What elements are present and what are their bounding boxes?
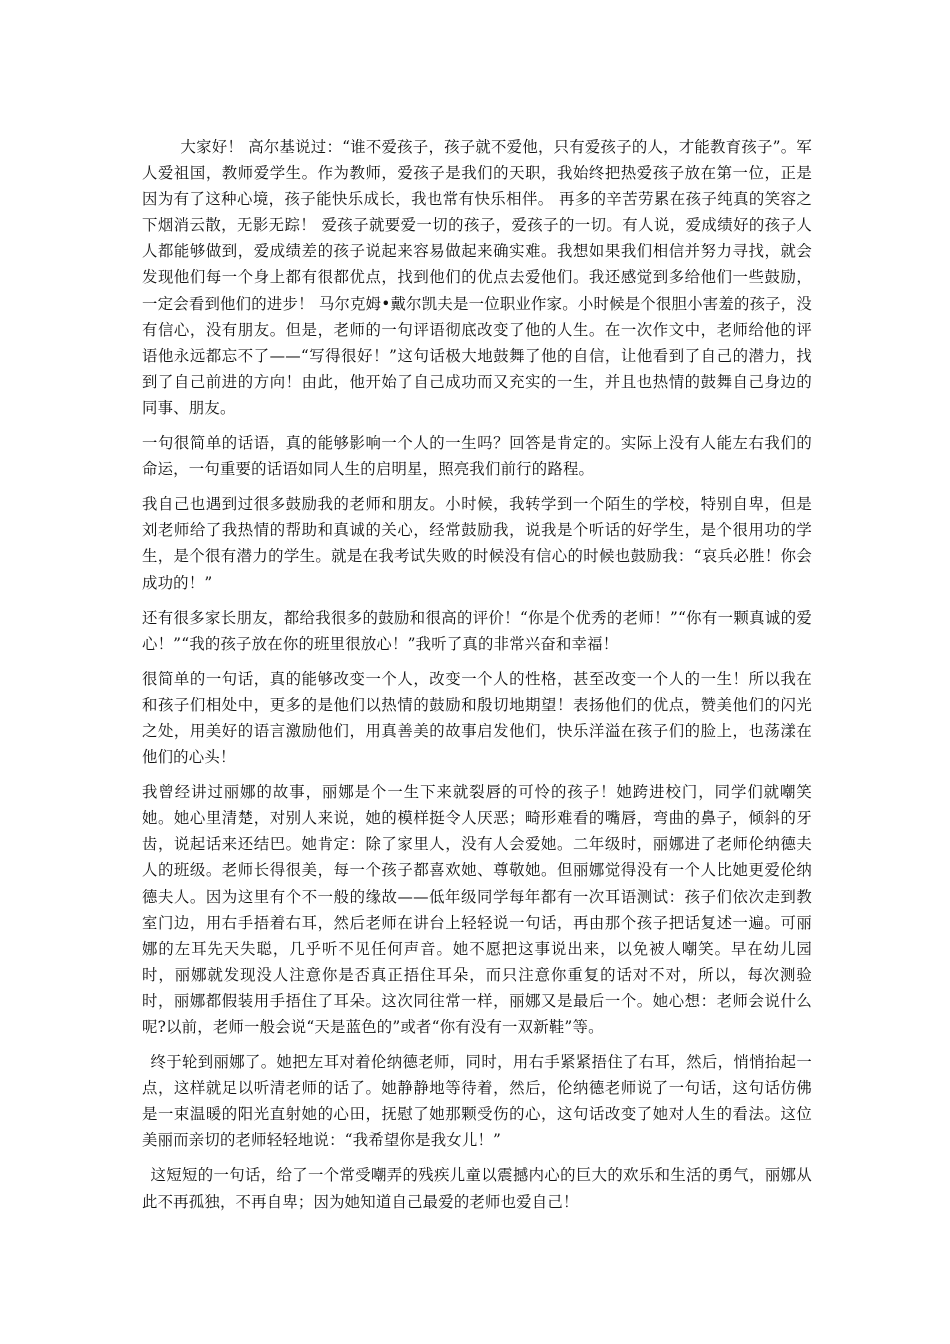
paragraph-6: 我曾经讲过丽娜的故事，丽娜是个一生下来就裂唇的可怜的孩子！她跨进校门，同学们就嘲笑她。她心里清楚，对别人来说，她的模样挺令人厌恶；畸形难看的嘴唇，弯曲的鼻子，倾斜的牙齿，说起话来还结巴。她肯定：除了家里人，没有人会爱她。二年级时，丽娜进了老师伦纳德夫人的班级。老师长得很美，每一个孩子都喜欢她、尊敬她。但丽娜觉得没有一个人比她更爱伦纳德夫人。因为这里有个不一般的缘故——低年级同学每年都有一次耳语测试：孩子们依次走到教室门边，用右手捂着右耳，然后老师在讲台上轻轻说一句话，再由那个孩子把话复述一遍。可丽娜的左耳先天失聪，几乎听不见任何声音。她不愿把这事说出来，以免被人嘲笑。早在幼儿园时，丽娜就发现没人注意你是否真正捂住耳朵，而只注意你重复的话对不对，所以，每次测验时，丽娜都假装用手捂住了耳朵。这次同往常一样，丽娜又是最后一个。她心想：老师会说什么呢?以前，老师一般会说“天是蓝色的”或者“你有没有一双新鞋”等。	[142, 783, 812, 1036]
paragraph-7: 终于轮到丽娜了。她把左耳对着伦纳德老师，同时，用右手紧紧捂住了右耳，然后，悄悄抬起一点，这样就足以听清老师的话了。她静静地等待着，然后，伦纳德老师说了一句话，这句话仿佛是一束温暖的阳光直射她的心田，抚慰了她那颗受伤的心，这句话改变了她对人生的看法。这位美丽而亲切的老师轻轻地说：“我希望你是我女儿！”	[142, 1053, 812, 1150]
document-body	[142, 134, 812, 1224]
paragraph-4: 还有很多家长朋友，都给我很多的鼓励和很高的评价！“你是个优秀的老师！”“你有一颗真诚的爱心！”“我的孩子放在你的班里很放心！”我听了真的非常兴奋和幸福！	[142, 608, 812, 653]
paragraph-1: 大家好！ 高尔基说过：“谁不爱孩子，孩子就不爱他，只有爱孩子的人，才能教育孩子”。军人爱祖国，教师爱学生。作为教师，爱孩子是我们的天职，我始终把热爱孩子放在第一位，正是因为有了这种心境，孩子能快乐成长，我也常有快乐相伴。 再多的辛苦劳累在孩子纯真的笑容之下烟消云散，无影无踪！ 爱孩子就要爱一切的孩子，爱孩子的一切。有人说，爱成绩好的孩子人人都能够做到，爱成绩差的孩子说起来容易做起来确实难。我想如果我们相信并努力寻找，就会发现他们每一个身上都有很都优点，找到他们的优点去爱他们。我还感觉到多给他们一些鼓励，一定会看到他们的进步！ 马尔克姆•戴尔凯夫是一位职业作家。小时候是个很胆小害羞的孩子，没有信心，没有朋友。但是，老师的一句评语彻底改变了他的人生。在一次作文中，老师给他的评语他永远都忘不了——“写得很好！”这句话极大地鼓舞了他的自信，让他看到了自己的潜力，找到了自己前进的方向！由此，他开始了自己成功而又充实的一生，并且也热情的鼓舞自己身边的同事、朋友。	[142, 138, 812, 417]
paragraph-3: 我自己也遇到过很多鼓励我的老师和朋友。小时候，我转学到一个陌生的学校，特别自卑，但是刘老师给了我热情的帮助和真诚的关心，经常鼓励我，说我是个听话的好学生，是个很用功的学生，是个很有潜力的学生。就是在我考试失败的时候没有信心的时候也鼓励我：“哀兵必胜！你会成功的！”	[142, 495, 812, 592]
paragraph-8: 这短短的一句话，给了一个常受嘲弄的残疾儿童以震撼内心的巨大的欢乐和生活的勇气，丽娜从此不再孤独，不再自卑；因为她知道自己最爱的老师也爱自己！	[142, 1166, 812, 1211]
paragraph-5: 很简单的一句话，真的能够改变一个人，改变一个人的性格，甚至改变一个人的一生！所以我在和孩子们相处中，更多的是他们以热情的鼓励和殷切地期望！表扬他们的优点，赞美他们的闪光之处，用美好的语言激励他们，用真善美的故事启发他们，快乐洋溢在孩子们的脸上，也荡漾在他们的心头！	[142, 669, 812, 767]
paragraph-2: 一句很简单的话语，真的能够影响一个人的一生吗？回答是肯定的。实际上没有人能左右我们的命运，一句重要的话语如同人生的启明星，照亮我们前行的路程。	[142, 434, 812, 479]
